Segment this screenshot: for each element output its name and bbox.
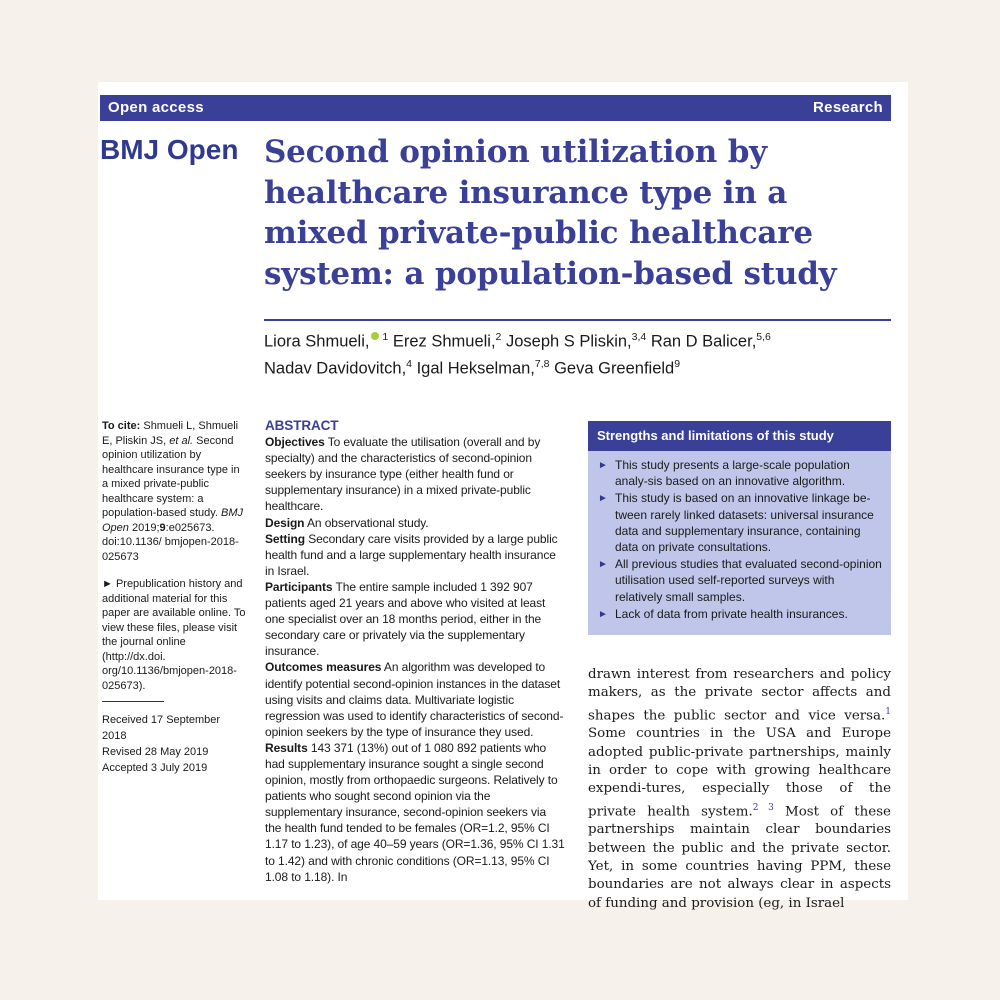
section-text: To evaluate the utilisation (overall and by specialty) and the characteristics of second-opinion seekers by insurance type (either health fund or supplementary insurance) in a mixed private-public healthcare. [265, 435, 541, 514]
section-text: An algorithm was developed to identify potential second-opinion instances in the dataset using visits and claims data. Multivariate logistic regression was used to identify characteristics of second-opinion seekers by the type of insurance they used. [265, 660, 564, 739]
abstract-participants [265, 579, 565, 659]
article-page [98, 82, 908, 911]
reference-link[interactable]: 1 [885, 706, 891, 717]
author-name[interactable]: Igal Hekselman, [412, 359, 535, 377]
author-name[interactable]: Nadav Davidovitch, [264, 359, 407, 377]
abstract-setting [265, 531, 565, 579]
journal-logo: BMJ Open [100, 134, 239, 165]
section-label: Outcomes measures [265, 660, 382, 675]
abstract-results [265, 740, 565, 885]
body-paragraph: drawn interest from researchers and policy makers, as the private sector affects and shapes the public sector and vice versa. [588, 667, 891, 724]
body-paragraph: Some countries in the USA and Europe adopted public-private partnerships, mainly in order to cope with growing healthcare expendi-tures, especially those of the private health system. [588, 726, 891, 820]
accepted-date: Accepted 3 July 2019 [102, 762, 208, 774]
author-name[interactable]: Ran D Balicer, [646, 332, 757, 351]
list-item-text: Lack of data from private health insurances. [615, 606, 848, 621]
author-name[interactable]: Joseph S Pliskin, [501, 332, 632, 351]
revised-date: Revised 28 May 2019 [102, 746, 209, 758]
section-label: Design [265, 515, 305, 530]
section-text: The entire sample included 1 392 907 patients aged 21 years and above who visited at least one specialist over an 18 months period, either in the secondary care or privately via the supplementary insurance. [265, 579, 546, 659]
cite-journal: BMJ Open [102, 507, 244, 534]
bullet-triangle-icon: ► [598, 559, 608, 571]
abstract-outcomes [265, 659, 565, 739]
section-label: Objectives [265, 435, 325, 450]
cite-volume: 9 [159, 521, 166, 534]
article-title: Second opinion utilization by healthcare insurance type in a mixed private-public healthcare system: a population-based study [264, 134, 837, 292]
author-list [264, 326, 894, 379]
received-date: Received 17 September 2018 [102, 714, 221, 742]
abstract-heading: ABSTRACT [265, 418, 339, 433]
sidebar-divider [102, 701, 164, 702]
history-dates [102, 712, 247, 776]
list-item [596, 490, 883, 555]
abstract-objectives [265, 434, 565, 514]
cite-year: 2019; [128, 521, 160, 534]
list-item-text: This study is based on an innovative linkage be-tween rarely linked datasets: universal insurance data and supplementary insurance, containing data on private consultations. [615, 491, 874, 555]
citation-sidebar [102, 419, 247, 776]
body-paragraph: Most of these partnerships maintain clear boundaries between the public and the private sector. Yet, in some countries having PPM, these boundaries are not always clear in aspects of funding and provision (eg, in Israel [588, 804, 891, 911]
prepublication-note[interactable]: ► Prepublication history and additional material for this paper are available online. To view these files, please visit the journal online (http://dx.doi. org/10.1136/bmjopen-2018-025673). [102, 578, 246, 692]
section-label: Results [265, 740, 308, 755]
citation-text [102, 419, 247, 564]
section-text: An observational study. [304, 515, 429, 530]
author-affiliation: 1 [379, 331, 389, 343]
reference-link[interactable]: 2 3 [752, 802, 774, 813]
author-name[interactable]: Liora Shmueli, [264, 332, 370, 351]
list-item [596, 457, 883, 489]
section-text: 143 371 (13%) out of 1 080 892 patients who had supplementary insurance sought a single second opinion, mostly from orthopaedic surgeons. Relatively to patients who sought second opinion via the supplementary insurance, second-opinion seekers via the health fund tended to be females (OR=1.2, 95% CI 1.17 to 1.23), of age 40–59 years (OR=1.36, 95% CI 1.31 to 1.42) and with chronic conditions (OR=1.13, 95% CI 1.08 to 1.18). In [265, 740, 565, 884]
list-item [596, 606, 883, 622]
bullet-triangle-icon: ► [598, 493, 608, 505]
bullet-triangle-icon: ► [598, 608, 608, 620]
author-affiliation: 4 [406, 357, 412, 370]
author-affiliation: 9 [674, 357, 681, 370]
box-heading: Strengths and limitations of this study [588, 421, 891, 451]
header-bar [100, 95, 891, 121]
section-label: Setting [265, 531, 305, 546]
cite-title: Second opinion utilization by healthcare insurance type in a mixed private-public healthcare system: a population-based study. [102, 434, 240, 519]
cite-label: To cite: [102, 420, 141, 432]
author-affiliation: 2 [495, 331, 502, 343]
author-line-2 [264, 353, 894, 380]
cite-authors: Shmueli L, Shmueli E, Pliskin JS, [102, 420, 239, 447]
cite-doi[interactable]: :e025673. doi:10.1136/ bmjopen-2018-025673 [102, 521, 239, 563]
open-access-label: Open access [108, 99, 204, 116]
author-name[interactable]: Geva Greenfield [549, 359, 675, 377]
box-list [588, 451, 891, 622]
author-name[interactable]: Erez Shmueli, [388, 332, 496, 351]
section-text: Secondary care visits provided by a large public health fund and a large supplementary health insurance in Israel. [265, 531, 558, 578]
cite-etal: et al. [169, 434, 194, 447]
abstract-design [265, 515, 565, 531]
abstract-section [265, 418, 565, 885]
author-affiliation: 3,4 [631, 331, 647, 343]
strengths-limitations-box [588, 421, 891, 635]
title-divider [264, 319, 891, 321]
section-label: Participants [265, 579, 333, 594]
list-item-text: This study presents a large-scale population analy-sis based on an innovative algorithm. [615, 458, 850, 489]
section-label: Research [813, 99, 883, 116]
author-affiliation: 7,8 [534, 357, 550, 370]
list-item-text: All previous studies that evaluated second-opinion utilisation used self-reported surveys with relatively small samples. [615, 557, 882, 604]
author-line-1 [264, 326, 894, 353]
list-item [596, 556, 883, 605]
body-text [588, 666, 891, 913]
bullet-triangle-icon: ► [598, 460, 608, 471]
author-affiliation: 5,6 [756, 331, 771, 343]
